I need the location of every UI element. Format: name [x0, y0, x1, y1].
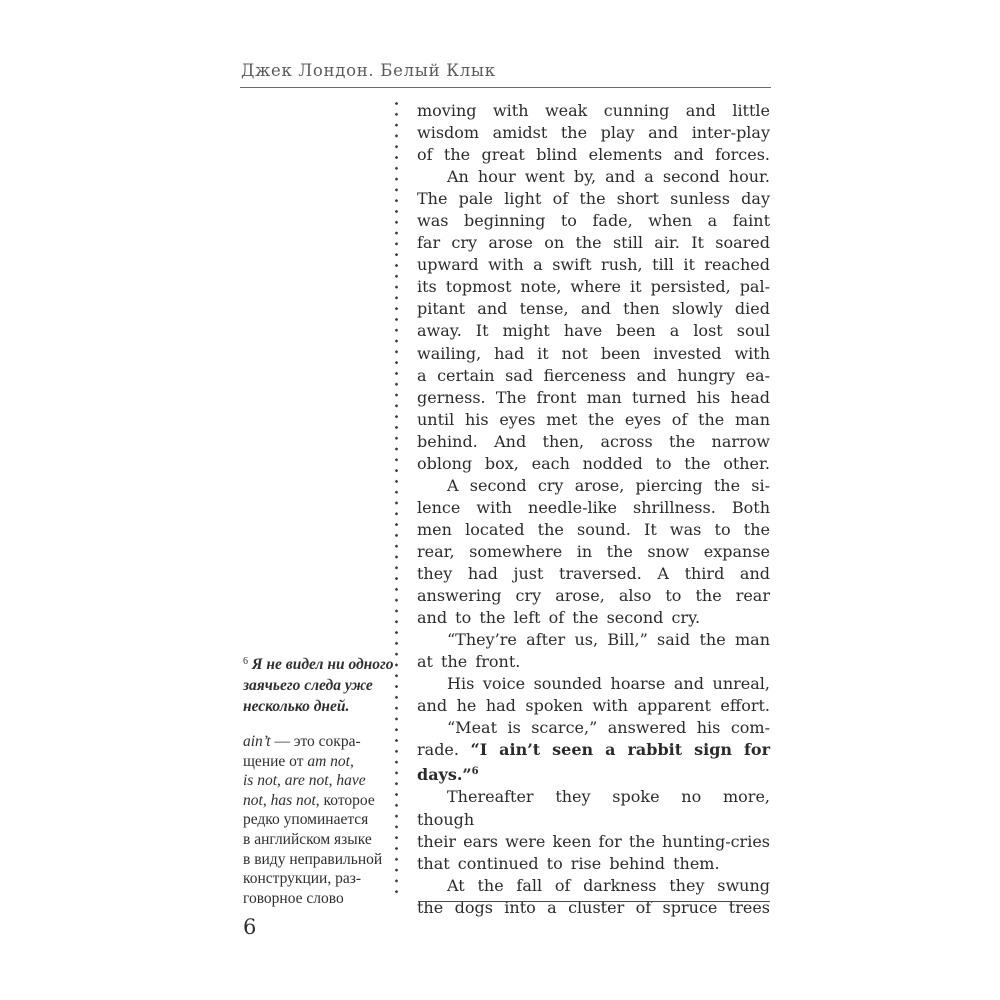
text-line — [417, 431, 770, 453]
text-segment: конструкции, раз- — [243, 870, 362, 888]
text-line — [417, 453, 770, 475]
margin-note — [243, 651, 398, 717]
running-header-title: Джек Лондон. Белый Клык — [241, 61, 496, 80]
text-segment: заячьего следа уже — [243, 677, 373, 694]
text-segment: rade. — [417, 740, 471, 760]
text-line — [417, 387, 770, 409]
text-segment: they had just traversed. A third and — [417, 563, 770, 583]
text-line — [417, 276, 770, 298]
text-line — [417, 541, 770, 563]
text-segment: , — [349, 752, 354, 770]
text-segment: wailing, had it not been invested with — [417, 343, 770, 363]
text-line — [417, 786, 770, 830]
text-segment: the dogs into a cluster of spruce trees — [417, 897, 770, 917]
margin-note-line — [243, 830, 398, 850]
margin-note-line — [243, 771, 398, 791]
text-line — [417, 739, 770, 761]
text-line — [417, 875, 770, 897]
text-segment: men located the sound. It was to the — [417, 519, 770, 539]
text-line — [417, 607, 770, 629]
text-segment: lence with needle-like shrillness. Both — [417, 497, 770, 517]
text-segment: несколько дней. — [243, 698, 350, 715]
footnote-marker: 6 — [243, 656, 248, 667]
text-line — [417, 897, 770, 919]
text-segment: A second cry arose, piercing the si- — [447, 475, 770, 495]
text-line — [417, 673, 770, 695]
text-segment: в английском языке — [243, 830, 372, 848]
text-segment: “They’re after us, Bill,” said the man — [447, 630, 770, 650]
text-line — [417, 188, 770, 210]
text-segment: is not — [243, 772, 278, 790]
text-segment: moving with weak cunning and little — [417, 101, 770, 120]
text-segment: , — [328, 772, 337, 790]
text-line — [417, 629, 770, 651]
text-segment: and he had spoken with apparent effort. — [417, 696, 770, 716]
text-segment: говорное слово — [243, 889, 344, 907]
margin-note-line — [243, 675, 398, 696]
text-segment: not — [243, 791, 263, 809]
text-segment: rear, somewhere in the snow expanse — [417, 541, 770, 561]
text-line — [417, 320, 770, 342]
text-line — [417, 563, 770, 585]
bottom-rule — [418, 901, 770, 902]
text-line — [417, 409, 770, 431]
text-segment: upward with a swift rush, till it reached — [417, 255, 770, 275]
text-segment: щение от — [243, 752, 308, 770]
text-segment: , — [277, 772, 285, 790]
text-line — [417, 717, 770, 739]
text-line — [417, 497, 770, 519]
text-segment: days.” — [417, 765, 472, 785]
margin-note-line — [243, 810, 398, 830]
text-segment: behind. And then, across the narrow — [417, 431, 770, 451]
text-line — [417, 519, 770, 541]
text-segment: редко упоминается — [243, 811, 369, 829]
text-segment: its topmost note, where it persisted, pal- — [417, 277, 770, 297]
text-line — [417, 122, 770, 144]
footnote-ref: 6 — [471, 766, 479, 778]
text-segment: в виду неправильной — [243, 850, 383, 868]
margin-note-line — [243, 889, 398, 909]
text-segment: was beginning to fade, when a faint — [417, 211, 770, 231]
text-segment: and to the left of the second cry. — [417, 608, 701, 628]
text-segment: — это сокра- — [270, 733, 361, 750]
text-segment: away. It might have been a lost soul — [417, 321, 770, 341]
text-segment: , — [262, 791, 271, 809]
text-segment: wisdom amidst the play and inter-play — [417, 123, 770, 143]
text-line — [417, 475, 770, 497]
text-segment: Я не видел ни одного — [251, 656, 394, 673]
running-header — [241, 61, 496, 80]
text-segment: “Meat is scarce,” answered his com- — [447, 718, 770, 738]
main-text-column — [417, 100, 770, 919]
text-line — [417, 232, 770, 254]
margin-notes — [243, 651, 398, 908]
text-segment: until his eyes met the eyes of the man — [417, 409, 770, 429]
text-line — [417, 585, 770, 607]
text-segment: of the great blind elements and forces. — [417, 145, 770, 165]
text-line — [417, 254, 770, 276]
margin-note-line — [243, 850, 398, 870]
text-line — [417, 853, 770, 875]
text-line — [417, 166, 770, 188]
text-line — [417, 365, 770, 387]
text-segment: at the front. — [417, 652, 521, 672]
text-line — [417, 343, 770, 365]
text-segment: a certain sad fierceness and hungry ea- — [417, 365, 770, 385]
text-segment: Thereafter they spoke no more, though — [417, 787, 770, 829]
text-segment: An hour went by, and a second hour. — [447, 167, 770, 187]
margin-note-line — [243, 696, 398, 717]
text-line — [417, 831, 770, 853]
text-segment: , которое — [315, 791, 375, 809]
text-segment: far cry arose on the still air. It soared — [417, 233, 770, 253]
header-rule — [240, 87, 771, 88]
text-segment: His voice sounded hoarse and unreal, — [447, 674, 770, 694]
text-segment: gerness. The front man turned his head — [417, 387, 770, 407]
text-segment: At the fall of darkness they swung — [447, 875, 770, 895]
text-line — [417, 761, 770, 786]
margin-note-line — [243, 791, 398, 811]
text-segment: has not — [270, 791, 316, 809]
margin-note-line — [243, 869, 398, 889]
text-segment: am not — [307, 752, 350, 770]
text-segment: “I ain’t seen a rabbit sign for — [470, 740, 770, 760]
text-line — [417, 210, 770, 232]
margin-note-line — [243, 732, 398, 752]
page-number: 6 — [243, 915, 257, 939]
text-segment: their ears were keen for the hunting-cries — [417, 831, 770, 851]
text-segment: oblong box, each nodded to the other. — [417, 453, 770, 473]
text-segment: The pale light of the short sunless day — [417, 189, 770, 209]
margin-note — [243, 732, 398, 908]
text-line — [417, 298, 770, 320]
text-segment: pitant and tense, and then slowly died — [417, 299, 770, 319]
text-line — [417, 144, 770, 166]
margin-note-line — [243, 651, 398, 675]
text-segment: have — [336, 772, 366, 790]
text-line — [417, 100, 770, 122]
text-line — [417, 651, 770, 673]
text-segment: are not — [284, 772, 329, 790]
text-segment: that continued to rise behind them. — [417, 853, 720, 873]
text-segment: answering cry arose, also to the rear — [417, 586, 770, 606]
text-line — [417, 695, 770, 717]
margin-note-line — [243, 752, 398, 772]
text-segment: ain’t — [243, 733, 271, 750]
